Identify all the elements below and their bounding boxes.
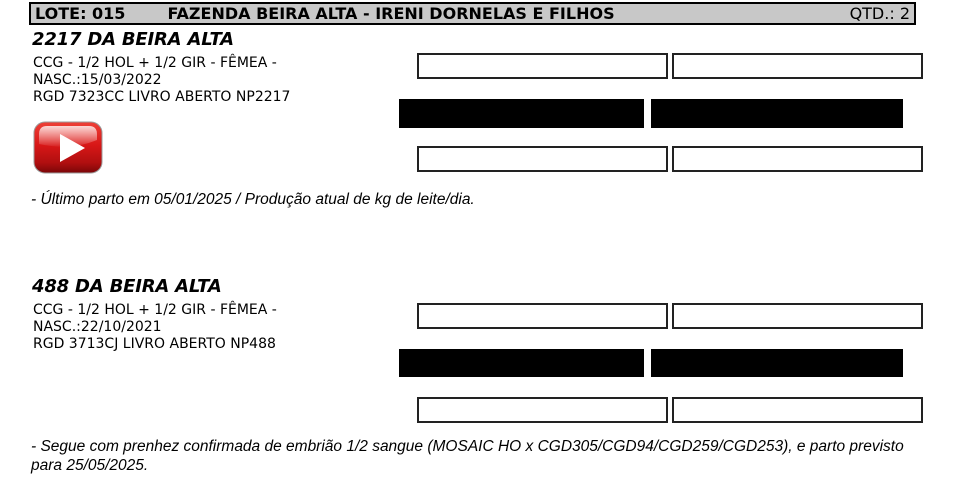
animal-note: - Segue com prenhez confirmada de embrião 1/2 sangue (MOSAIC HO x CGD305/CGD94/CGD259/CGD253), e parto previsto para 25/05/2025. [31, 438, 904, 474]
pedigree-field-redacted [399, 349, 644, 377]
pedigree-field-blank [417, 303, 668, 329]
animal-birth-line: NASC.:22/10/2021 [33, 318, 162, 335]
lot-header-bar [29, 2, 916, 25]
animal-details [33, 55, 290, 105]
pedigree-field-redacted [651, 99, 903, 128]
animal-details [33, 302, 277, 352]
pedigree-field-blank [417, 53, 668, 79]
animal-breed-line: CCG - 1/2 HOL + 1/2 GIR - FÊMEA - [33, 55, 277, 71]
lot-quantity: QTD.: 2 [849, 4, 910, 23]
pedigree-field-redacted [651, 349, 903, 377]
animal-birth-line: NASC.:15/03/2022 [33, 71, 162, 88]
pedigree-field-blank [672, 397, 923, 423]
video-play-button[interactable] [33, 121, 103, 174]
animal-registry-line: RGD 7323CC LIVRO ABERTO NP2217 [33, 88, 291, 105]
pedigree-field-blank [417, 397, 668, 423]
pedigree-field-redacted [399, 99, 644, 128]
youtube-play-icon [33, 159, 103, 178]
animal-note: - Último parto em 05/01/2025 / Produção atual de kg de leite/dia. [31, 191, 475, 208]
pedigree-field-blank [672, 53, 923, 79]
pedigree-field-blank [417, 146, 668, 172]
farm-name: FAZENDA BEIRA ALTA - IRENI DORNELAS E FILHOS [167, 4, 615, 23]
animal-title: 2217 DA BEIRA ALTA [32, 29, 234, 50]
animal-title: 488 DA BEIRA ALTA [32, 276, 222, 297]
pedigree-field-blank [672, 146, 923, 172]
animal-registry-line: RGD 3713CJ LIVRO ABERTO NP488 [33, 335, 276, 352]
pedigree-field-blank [672, 303, 923, 329]
animal-breed-line: CCG - 1/2 HOL + 1/2 GIR - FÊMEA - [33, 302, 277, 318]
lot-number: LOTE: 015 [35, 4, 126, 23]
